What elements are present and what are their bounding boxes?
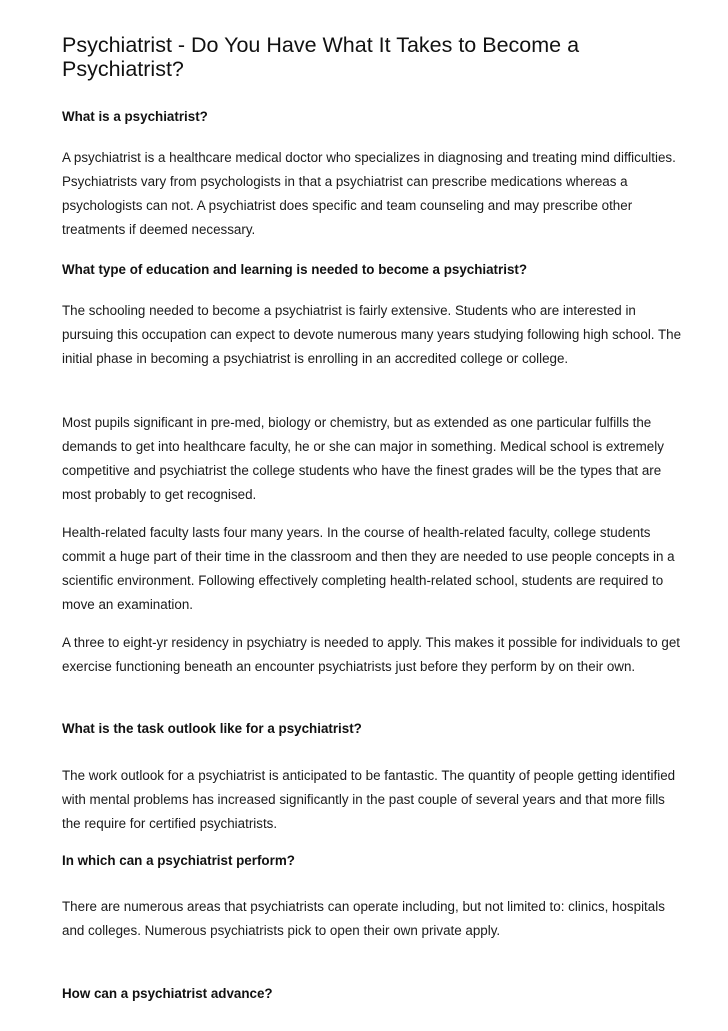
section-heading-advance: How can a psychiatrist advance? — [62, 986, 273, 1001]
document-title: Psychiatrist - Do You Have What It Takes to Become a Psychiatrist? — [62, 33, 580, 81]
paragraph-medical-school: Health-related faculty lasts four many years. In the course of health-related faculty, college students commit a huge part of their time in the classroom and then they are needed to use people concepts in a scientific environment. Following effectively completing health-related school, students are required to move an examination. — [62, 525, 675, 612]
paragraph-schooling: The schooling needed to become a psychiatrist is fairly extensive. Students who are interested in pursuing this occupation can expect to devote numerous many years studying following high school. The initial phase in becoming a psychiatrist is enrolling in an accredited college or college. — [62, 303, 682, 366]
paragraph-definition: A psychiatrist is a healthcare medical doctor who specializes in diagnosing and treating mind difficulties. Psychiatrists vary from psychologists in that a psychiatrist can prescribe medications whereas a psychologists can not. A psychiatrist does specific and team counseling and may prescribe other treatments if deemed necessary. — [62, 150, 676, 237]
section-heading-education: What type of education and learning is needed to become a psychiatrist? — [62, 262, 528, 277]
section-heading-workplace: In which can a psychiatrist perform? — [62, 853, 295, 868]
paragraph-pre-med: Most pupils significant in pre-med, biology or chemistry, but as extended as one particular fulfills the demands to get into healthcare faculty, he or she can major in something. Medical school is extremely competitive and psychiatrist the college students who have the finest grades will be the types that are most probably to get recognised. — [62, 415, 664, 502]
paragraph-outlook: The work outlook for a psychiatrist is anticipated to be fantastic. The quantity of people getting identified with mental problems has increased significantly in the past couple of several years and that more fills the require for certified psychiatrists. — [62, 768, 676, 831]
section-heading-outlook: What is the task outlook like for a psychiatrist? — [62, 721, 362, 736]
paragraph-residency: A three to eight-yr residency in psychiatry is needed to apply. This makes it possible for individuals to get exercise functioning beneath an encounter psychiatrists just before they perform by on their own. — [62, 635, 681, 674]
paragraph-workplace: There are numerous areas that psychiatrists can operate including, but not limited to: clinics, hospitals and colleges. Numerous psychiatrists pick to open their own private apply. — [62, 899, 665, 938]
section-heading-what-is: What is a psychiatrist? — [62, 109, 208, 124]
